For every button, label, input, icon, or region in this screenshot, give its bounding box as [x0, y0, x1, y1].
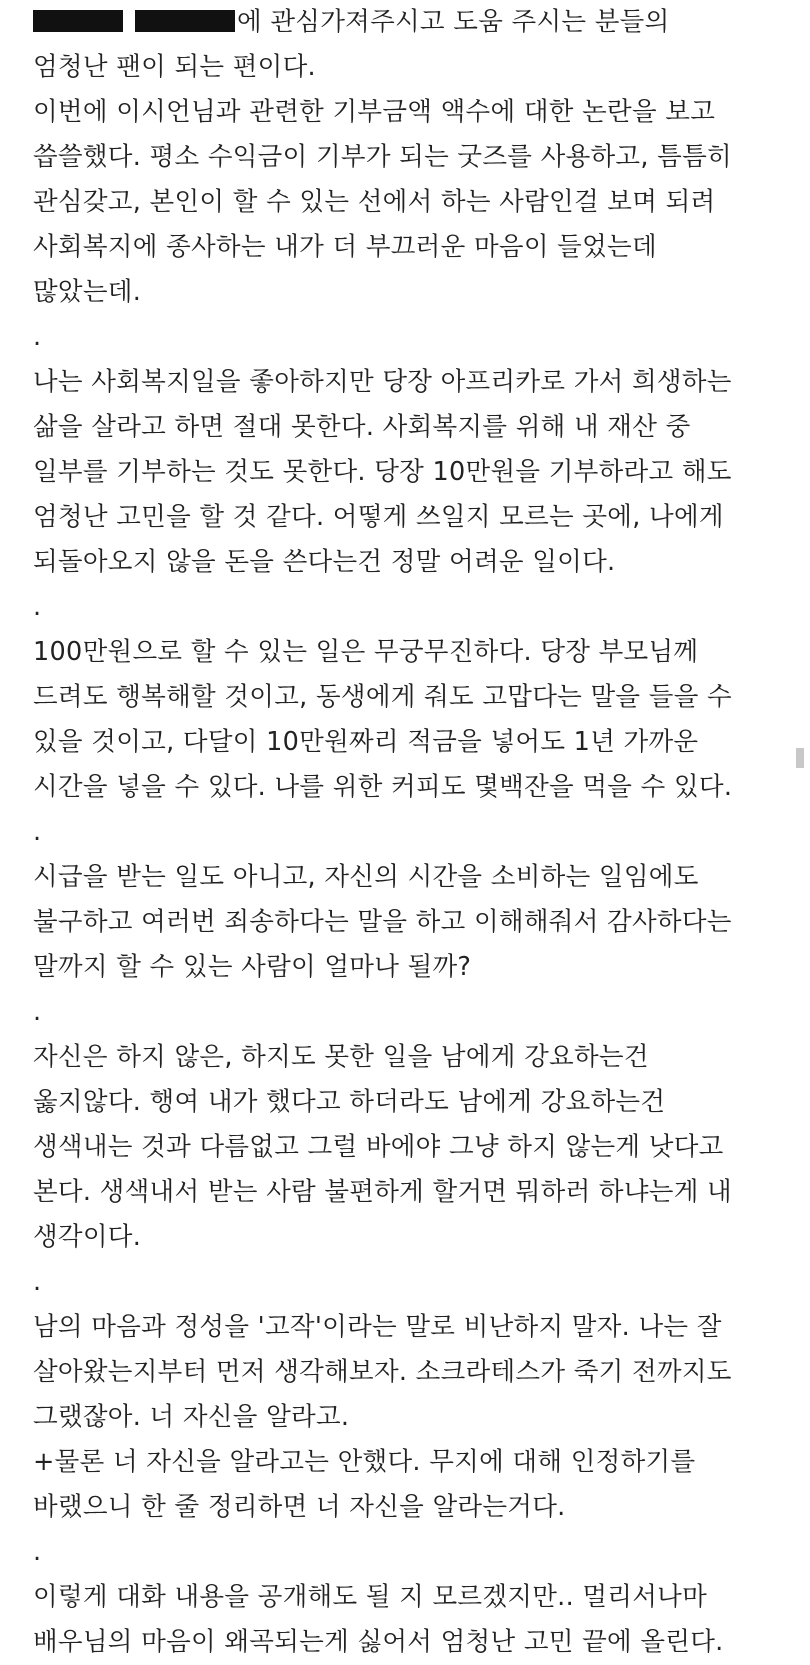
paragraph-separator: . [33, 997, 42, 1027]
text-line: 관심갖고, 본인이 할 수 있는 선에서 하는 사람인걸 보며 되려 [33, 187, 716, 217]
text-line: 사회복지에 종사하는 내가 더 부끄러운 마음이 들었는데 [33, 232, 657, 262]
text-line: 이번에 이시언님과 관련한 기부금액 액수에 대한 논란을 보고 [33, 97, 716, 127]
text-line: 되돌아오지 않을 돈을 쓴다는건 정말 어려운 일이다. [33, 547, 616, 577]
text-line: 시간을 넣을 수 있다. 나를 위한 커피도 몇백잔을 먹을 수 있다. [33, 772, 733, 802]
paragraph [33, 1575, 773, 1665]
text-line: 많았는데. [33, 277, 142, 307]
text-line: 삶을 살라고 하면 절대 못한다. 사회복지를 위해 내 재산 중 [33, 412, 691, 442]
text-line: 일부를 기부하는 것도 못한다. 당장 10만원을 기부하라고 해도 [33, 457, 732, 487]
paragraph-separator: . [33, 1267, 42, 1297]
post-body [33, 0, 773, 1665]
text-line: 남의 마음과 정성을 '고작'이라는 말로 비난하지 말자. 나는 잘 [33, 1312, 722, 1342]
paragraph [33, 630, 773, 810]
text-line: 엄청난 고민을 할 것 같다. 어떻게 쓰일지 모르는 곳에, 나에게 [33, 502, 724, 532]
text-line: 100만원으로 할 수 있는 일은 무궁무진하다. 당장 부모님께 [33, 637, 699, 667]
paragraph [33, 360, 773, 585]
scrollbar-thumb[interactable] [796, 748, 804, 768]
text-line: 배우님의 마음이 왜곡되는게 싫어서 엄청난 고민 끝에 올린다. [33, 1627, 724, 1657]
text-line: 있을 것이고, 다달이 10만원짜리 적금을 넣어도 1년 가까운 [33, 727, 699, 757]
redacted-name-block [33, 10, 123, 32]
text-line: 엄청난 팬이 되는 편이다. [33, 52, 316, 82]
text-line: 불구하고 여러번 죄송하다는 말을 하고 이해해줘서 감사하다는 [33, 907, 732, 937]
paragraph-separator: . [33, 1537, 42, 1567]
text-line: 생각이다. [33, 1222, 142, 1252]
paragraph-container [33, 45, 773, 1665]
paragraph [33, 855, 773, 990]
redacted-name-block [135, 10, 235, 32]
text-line: 살아왔는지부터 먼저 생각해보자. 소크라테스가 죽기 전까지도 [33, 1357, 732, 1387]
first-line-text: 에 관심가져주시고 도움 주시는 분들의 [237, 7, 670, 37]
text-line: 바랬으니 한 줄 정리하면 너 자신을 알라는거다. [33, 1492, 566, 1522]
text-line: +물론 너 자신을 알라고는 안했다. 무지에 대해 인정하기를 [33, 1447, 696, 1477]
paragraph [33, 45, 773, 315]
text-line: 본다. 생색내서 받는 사람 불편하게 할거면 뭐하러 하냐는게 내 [33, 1177, 732, 1207]
redaction-gap [125, 10, 133, 32]
paragraph [33, 1035, 773, 1260]
text-line: 시급을 받는 일도 아니고, 자신의 시간을 소비하는 일임에도 [33, 862, 699, 892]
paragraph-separator: . [33, 817, 42, 847]
text-line: 나는 사회복지일을 좋아하지만 당장 아프리카로 가서 희생하는 [33, 367, 732, 397]
paragraph [33, 1305, 773, 1530]
text-line: 말까지 할 수 있는 사람이 얼마나 될까? [33, 952, 472, 982]
first-line [33, 0, 773, 45]
paragraph-separator: . [33, 322, 42, 352]
text-line: 자신은 하지 않은, 하지도 못한 일을 남에게 강요하는건 [33, 1042, 649, 1072]
text-line: 드려도 행복해할 것이고, 동생에게 줘도 고맙다는 말을 들을 수 [33, 682, 732, 712]
text-line: 이렇게 대화 내용을 공개해도 될 지 모르겠지만.. 멀리서나마 [33, 1582, 708, 1612]
paragraph-separator: . [33, 592, 42, 622]
text-line: 옳지않다. 행여 내가 했다고 하더라도 남에게 강요하는건 [33, 1087, 666, 1117]
text-line: 그랬잖아. 너 자신을 알라고. [33, 1402, 350, 1432]
text-line: 씁쓸했다. 평소 수익금이 기부가 되는 굿즈를 사용하고, 틈틈히 [33, 142, 732, 172]
text-line: 생색내는 것과 다름없고 그럴 바에야 그냥 하지 않는게 낫다고 [33, 1132, 724, 1162]
